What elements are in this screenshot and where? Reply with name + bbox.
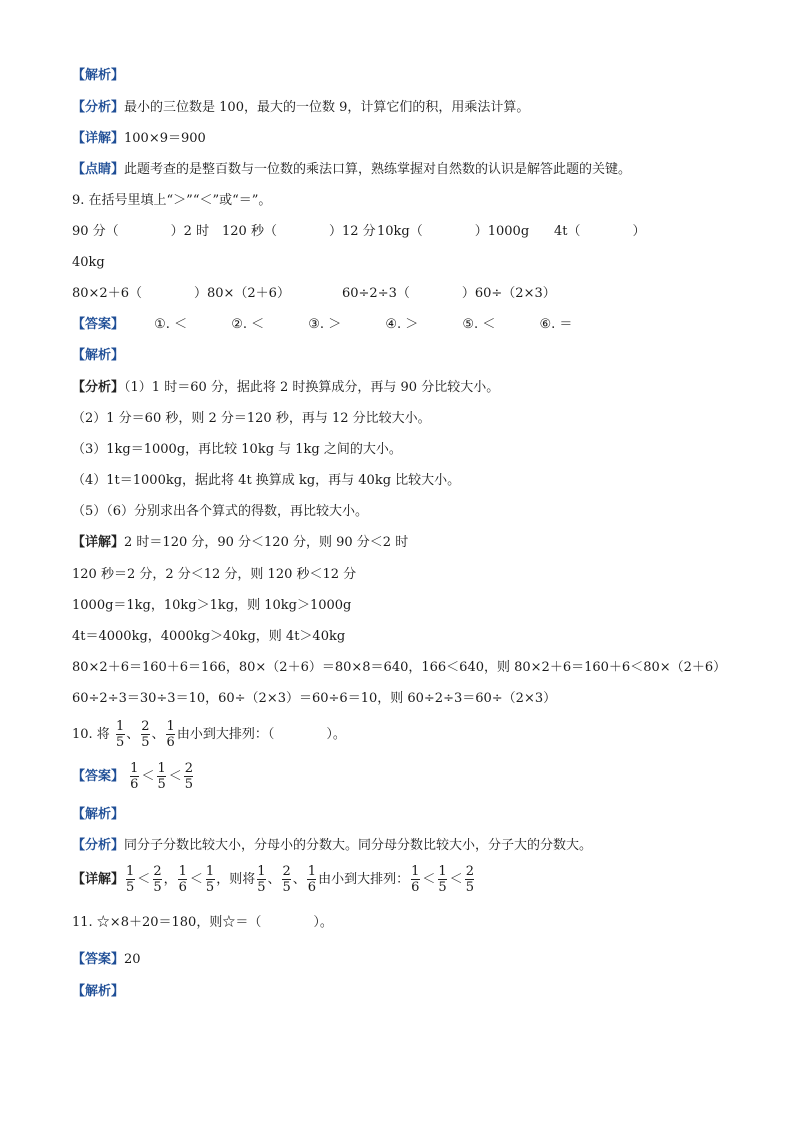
fenxi-tag: 【分析】 (72, 838, 125, 853)
q9-answer-6: ⑥. ＝ (539, 317, 573, 332)
analysis-tag: 【解析】 (72, 807, 125, 822)
dianjing-text: 此题考查的是整百数与一位数的乘法口算，熟练掌握对自然数的认识是解答此题的关键。 (124, 162, 632, 177)
answer-tag: 【答案】 (72, 952, 125, 967)
numerator: 1 (130, 761, 139, 776)
denominator: 5 (126, 880, 135, 895)
separator: 、 (292, 872, 306, 887)
q11-answer (72, 950, 141, 970)
less-than: ＜ (141, 769, 155, 784)
fraction-2-5 (184, 761, 194, 792)
separator: 、 (126, 727, 140, 742)
q9-answer-5: ⑤. ＜ (462, 317, 496, 332)
less-than: ＜ (189, 872, 203, 887)
xiangjie-tag: 【详解】 (72, 872, 125, 887)
q11-answer-value: 20 (124, 952, 141, 967)
less-than: ＜ (449, 872, 463, 887)
xiangjie-tag: 【详解】 (72, 131, 125, 146)
remark-line (72, 160, 631, 180)
fenxi-tag: 【分析】 (72, 100, 125, 115)
numerator: 1 (178, 864, 187, 879)
numerator: 2 (153, 864, 162, 879)
denominator: 6 (178, 880, 187, 895)
q9-row1 (72, 222, 646, 242)
q10-fx-line (72, 836, 592, 856)
denominator: 5 (205, 880, 215, 895)
numerator: 1 (157, 761, 166, 776)
q11-title: 11. ☆×8＋20＝180，则☆＝（ ）。 (72, 915, 333, 930)
xiangjie-tag: 【详解】 (72, 535, 125, 550)
q9-xj-line-5: 80×2＋6＝160＋6＝166，80×（2＋6）＝80×8＝640，166＜640，则 80×2＋6＝160＋6＜80×（2＋6） (72, 660, 727, 675)
fraction-1-5 (115, 719, 125, 750)
numerator: 1 (126, 864, 135, 879)
numerator: 2 (184, 761, 194, 776)
q9-fx-line-3: （3）1kg＝1000g，再比较 10kg 与 1kg 之间的大小。 (72, 442, 402, 457)
fraction-1-5 (125, 864, 135, 895)
fraction-1-5 (256, 864, 266, 895)
q9-item-5: 80×2＋6（ ）80×（2＋6） (72, 286, 290, 301)
q9-fx-line-4: （4）1t＝1000kg，据此将 4t 换算成 kg，再与 40kg 比较大小。 (72, 473, 461, 488)
q10-analysis-heading (72, 805, 124, 825)
xiangjie-text: 100×9＝900 (124, 131, 206, 146)
q10-title (72, 718, 346, 752)
separator: 、 (151, 727, 165, 742)
q9-xj-line-4: 4t＝4000kg，4000kg＞40kg，则 4t＞40kg (72, 629, 346, 644)
analysis-tag: 【解析】 (72, 68, 125, 83)
q9-fx-line-1 (72, 378, 499, 398)
fraction-1-5 (156, 761, 166, 792)
q9-answer-3: ③. ＞ (308, 317, 342, 332)
fraction-2-5 (282, 864, 292, 895)
fraction-2-5 (465, 864, 475, 895)
denominator: 5 (115, 735, 125, 750)
q10-suffix: 由小到大排列：（ ）。 (176, 727, 346, 742)
less-than: ＜ (422, 872, 436, 887)
numerator: 1 (166, 719, 175, 734)
q10-answer (72, 760, 195, 794)
detail-line (72, 129, 206, 149)
denominator: 5 (465, 880, 474, 895)
q10-xj-line (72, 863, 476, 897)
denominator: 5 (184, 777, 194, 792)
fenxi-text: 最小的三位数是 100，最大的一位数 9，计算它们的积，用乘法计算。 (124, 100, 530, 115)
numerator: 1 (307, 864, 317, 879)
q9-answer-2: ②. ＜ (231, 317, 265, 332)
numerator: 2 (282, 864, 291, 879)
q9-fx-line-5: （5）（6）分别求出各个算式的得数，再比较大小。 (72, 504, 369, 519)
denominator: 5 (153, 880, 162, 895)
numerator: 1 (205, 864, 215, 879)
q9-item-3: 10kg（ ）1000g (377, 224, 530, 239)
q9-xj-line-6: 60÷2÷3＝30÷3＝10，60÷（2×3）＝60÷6＝10，则 60÷2÷3＝60÷（2×3） (72, 691, 557, 706)
order-text: 由小到大排列： (318, 872, 410, 887)
q9-item-6: 60÷2÷3（ ）60÷（2×3） (342, 286, 556, 301)
fraction-2-5 (152, 864, 162, 895)
denominator: 6 (130, 777, 139, 792)
q9-answer-4: ④. ＞ (385, 317, 419, 332)
q9-answer-1: ①. ＜ (154, 317, 188, 332)
answer-tag: 【答案】 (72, 769, 125, 784)
q9-fx-text: （1）1 时＝60 分，据此将 2 时换算成分，再与 90 分比较大小。 (124, 380, 500, 395)
q9-fx-line-2: （2）1 分＝60 秒，则 2 分＝120 秒，再与 12 分比较大小。 (72, 411, 431, 426)
q9-xj-text: 2 时＝120 分，90 分＜120 分，则 90 分＜2 时 (124, 535, 409, 550)
less-than: ＜ (137, 872, 151, 887)
separator: 、 (267, 872, 281, 887)
denominator: 5 (141, 735, 150, 750)
fraction-1-6 (178, 864, 188, 895)
comma: ， (163, 872, 177, 887)
q9-item-2: 120 秒（ ）12 分 (222, 224, 376, 239)
q9-title: 9. 在括号里填上“＞”“＜”或“＝”。 (72, 193, 272, 208)
fraction-1-5 (205, 864, 215, 895)
dianjing-tag: 【点睛】 (72, 162, 125, 177)
analysis-line (72, 98, 529, 118)
fenxi-tag: 【分析】 (72, 380, 125, 395)
fraction-1-6 (410, 864, 420, 895)
fraction-1-6 (166, 719, 176, 750)
denominator: 6 (307, 880, 317, 895)
fraction-2-5 (140, 719, 150, 750)
numerator: 2 (465, 864, 474, 879)
denominator: 5 (157, 777, 166, 792)
numerator: 1 (257, 864, 266, 879)
answer-tag: 【答案】 (72, 317, 125, 332)
then-text: ，则将 (216, 872, 256, 887)
q10-prefix: 10. 将 (72, 727, 110, 742)
denominator: 6 (411, 880, 420, 895)
denominator: 5 (257, 880, 266, 895)
denominator: 6 (166, 735, 175, 750)
fraction-1-6 (307, 864, 317, 895)
less-than: ＜ (168, 769, 182, 784)
q9-xj-line-1 (72, 533, 408, 553)
q9-xj-line-2: 120 秒＝2 分，2 分＜12 分，则 120 秒＜12 分 (72, 567, 357, 582)
q9-xj-line-3: 1000g＝1kg，10kg＞1kg，则 10kg＞1000g (72, 598, 352, 613)
analysis-heading (72, 66, 124, 86)
q9-row3 (72, 284, 556, 304)
denominator: 5 (438, 880, 447, 895)
analysis-tag: 【解析】 (72, 348, 125, 363)
numerator: 2 (141, 719, 150, 734)
q9-answer (72, 315, 572, 335)
q9-row2: 40kg (72, 255, 105, 270)
denominator: 5 (282, 880, 291, 895)
fraction-1-5 (437, 864, 447, 895)
numerator: 1 (438, 864, 447, 879)
q9-item-1: 90 分（ ）2 时 (72, 224, 210, 239)
numerator: 1 (115, 719, 125, 734)
fraction-1-6 (129, 761, 139, 792)
q10-fx-text: 同分子分数比较大小，分母小的分数大。同分母分数比较大小，分子大的分数大。 (124, 838, 593, 853)
q9-analysis-heading (72, 346, 124, 366)
q9-item-4: 4t（ ） (554, 224, 646, 239)
q11-analysis-heading (72, 982, 124, 1002)
analysis-tag: 【解析】 (72, 984, 125, 999)
numerator: 1 (411, 864, 420, 879)
